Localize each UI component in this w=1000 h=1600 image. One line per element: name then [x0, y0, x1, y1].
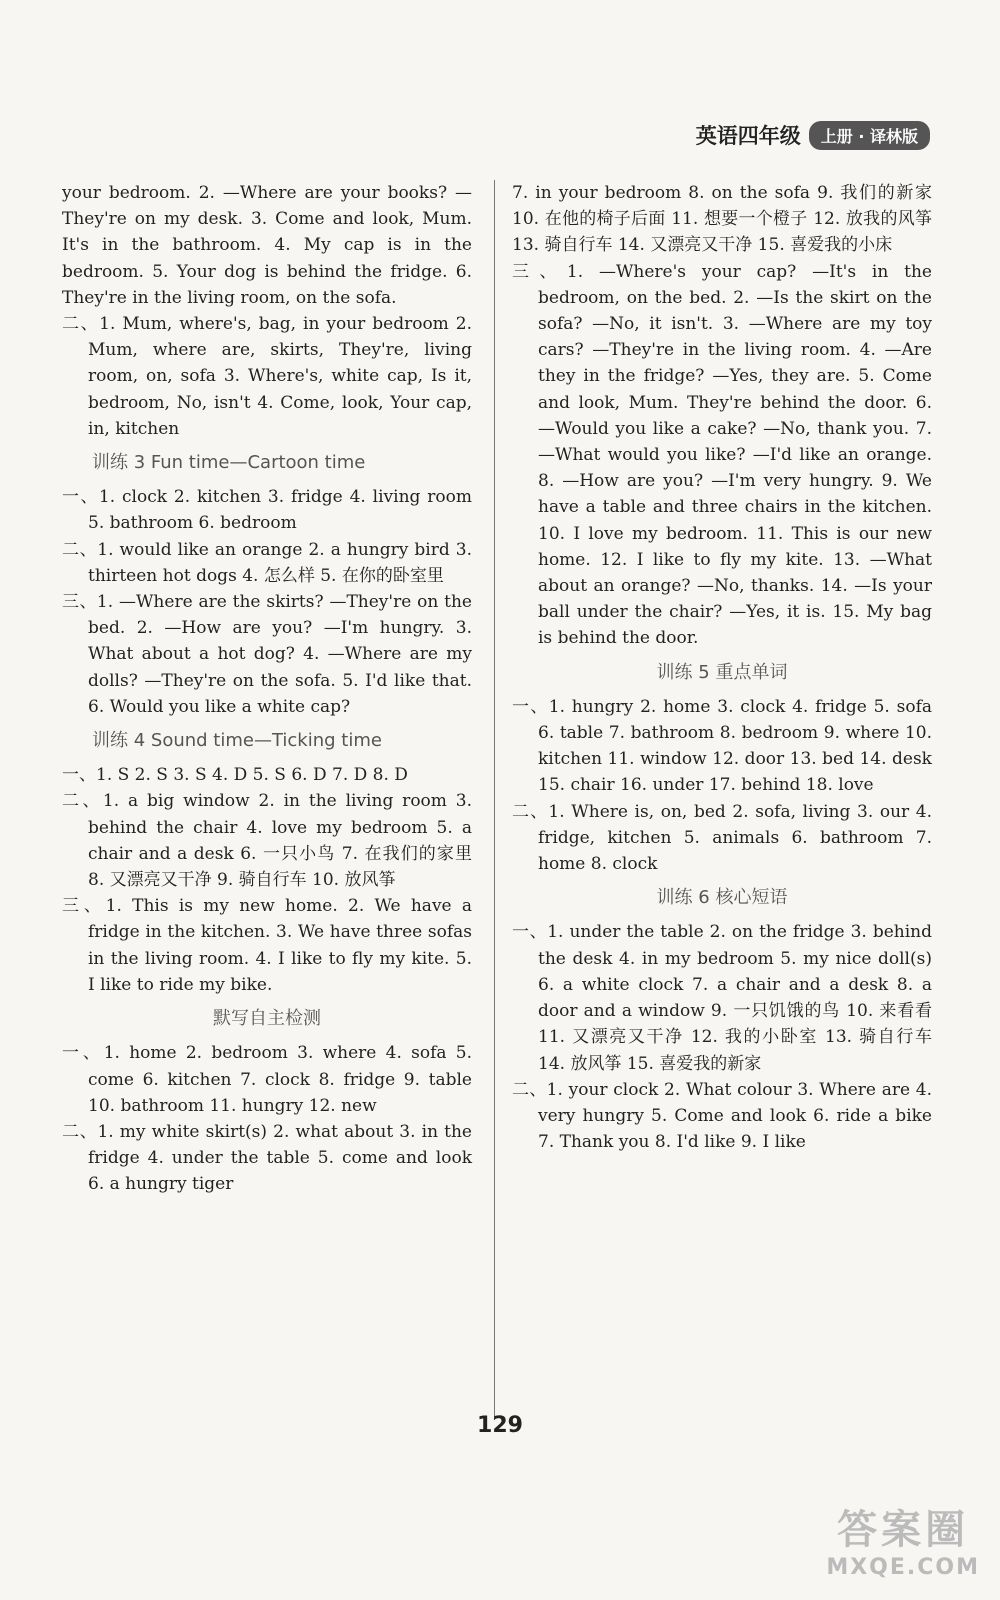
continued-answers: 7. in your bedroom 8. on the sofa 9. 我们的新家 10. 在他的椅子后面 11. 想要一个橙子 12. 放我的风筝 13. 骑自行车 14. 又漂亮又干净 15. 喜爱我的小床 — [512, 183, 932, 256]
section-heading: 训练 5 重点单词 — [656, 661, 788, 683]
page-header — [696, 120, 930, 150]
section-answer: 一、1. home 2. bedroom 3. where 4. sofa 5. come 6. kitchen 7. clock 8. fridge 9. table 10. bathroom 11. hungry 12. new — [62, 1043, 472, 1116]
page-number: 129 — [477, 1413, 523, 1438]
left-column — [62, 180, 472, 1198]
section-answer: 二、1. your clock 2. What colour 3. Where are 4. very hungry 5. Come and look 6. ride a bike 7. Thank you 8. I'd like 9. I like — [512, 1079, 932, 1153]
section-answer: 二、1. a big window 2. in the living room 3. behind the chair 4. love my bedroom 5. a chair and a desk 6. 一只小鸟 7. 在我们的家里 8. 又漂亮又干净 9. 骑自行车 10. 放风筝 — [62, 791, 472, 891]
column-divider — [494, 180, 495, 1420]
section-heading: 默写自主检测 — [213, 1008, 321, 1030]
section-answer: 一、1. clock 2. kitchen 3. fridge 4. living room 5. bathroom 6. bedroom — [62, 487, 472, 534]
section-answer: 二、1. Mum, where's, bag, in your bedroom 2. Mum, where are, skirts, They're, living room, on, sofa 3. Where's, white cap, Is it, bedroom, No, isn't 4. Come, look, Your cap, in, kitchen — [62, 314, 472, 439]
section-answer: 三、1. This is my new home. 2. We have a fridge in the kitchen. 3. We have three sofas in the living room. 4. I like to fly my kite. 5. I like to ride my bike. — [62, 896, 472, 995]
right-column — [512, 180, 932, 1155]
watermark — [826, 1498, 980, 1580]
section-answer: 一、1. under the table 2. on the fridge 3. behind the desk 4. in my bedroom 5. my nice doll(s) 6. a white clock 7. a chair and a desk 8. a door and a window 9. 一只饥饿的鸟 10. 来看看 11. 又漂亮又干净 12. 我的小卧室 13. 骑自行车 14. 放风筝 15. 喜爱我的新家 — [512, 922, 932, 1074]
section-heading: 训练 6 核心短语 — [656, 887, 788, 909]
section-answer: 二、1. Where is, on, bed 2. sofa, living 3. our 4. fridge, kitchen 5. animals 6. bathroom 7. home 8. clock — [512, 801, 932, 875]
edition-badge: 上册 · 译林版 — [809, 121, 930, 150]
watermark-logo-text: 答案圈 — [837, 1507, 970, 1553]
watermark-url: MXQE.COM — [826, 1555, 980, 1580]
section-heading: 训练 3 Fun time—Cartoon time — [92, 452, 366, 474]
section-answer: 二、1. would like an orange 2. a hungry bird 3. thirteen hot dogs 4. 怎么样 5. 在你的卧室里 — [62, 539, 472, 586]
section-heading: 训练 4 Sound time—Ticking time — [92, 730, 382, 752]
section-answer: 一、1. hungry 2. home 3. clock 4. fridge 5. sofa 6. table 7. bathroom 8. bedroom 9. where 10. kitchen 11. window 12. door 13. bed 14. desk 15. chair 16. under 17. behind 18. love — [512, 696, 932, 796]
section-answer: 一、1. S 2. S 3. S 4. D 5. S 6. D 7. D 8. D — [62, 765, 408, 786]
section-answer: 三、1. —Where are the skirts? —They're on the bed. 2. —How are you? —I'm hungry. 3. What about a hot dog? 4. —Where are my dolls? —They're on the sofa. 5. I'd like that. 6. Would you like a white cap? — [62, 592, 472, 717]
section-answer: 三、1. —Where's your cap? —It's in the bedroom, on the bed. 2. —Is the skirt on the sofa? —No, it isn't. 3. —Where are my toy cars? —They're in the living room. 4. —Are they in the fridge? —Yes, they are. 5. Come and look, Mum. They're behind the door. 6. —Would you like a cake? —No, thank you. 7. —What would you like? —I'd like an orange. 8. —How are you? —I'm very hungry. 9. We have a table and three chairs in the kitchen. 10. I love my bedroom. 11. This is our new home. 12. I like to fly my kite. 13. —What about an orange? —No, thanks. 14. —Is your ball under the chair? —Yes, it is. 15. My bag is behind the door. — [512, 261, 932, 649]
continued-answers: your bedroom. 2. —Where are your books? —They're on my desk. 3. Come and look, Mum. It's in the bathroom. 4. My cap is in the bedroom. 5. Your dog is behind the fridge. 6. They're in the living room, on the sofa. — [62, 183, 472, 308]
section-answer: 二、1. my white skirt(s) 2. what about 3. in the fridge 4. under the table 5. come and look 6. a hungry tiger — [62, 1121, 472, 1195]
book-title: 英语四年级 — [695, 124, 801, 148]
